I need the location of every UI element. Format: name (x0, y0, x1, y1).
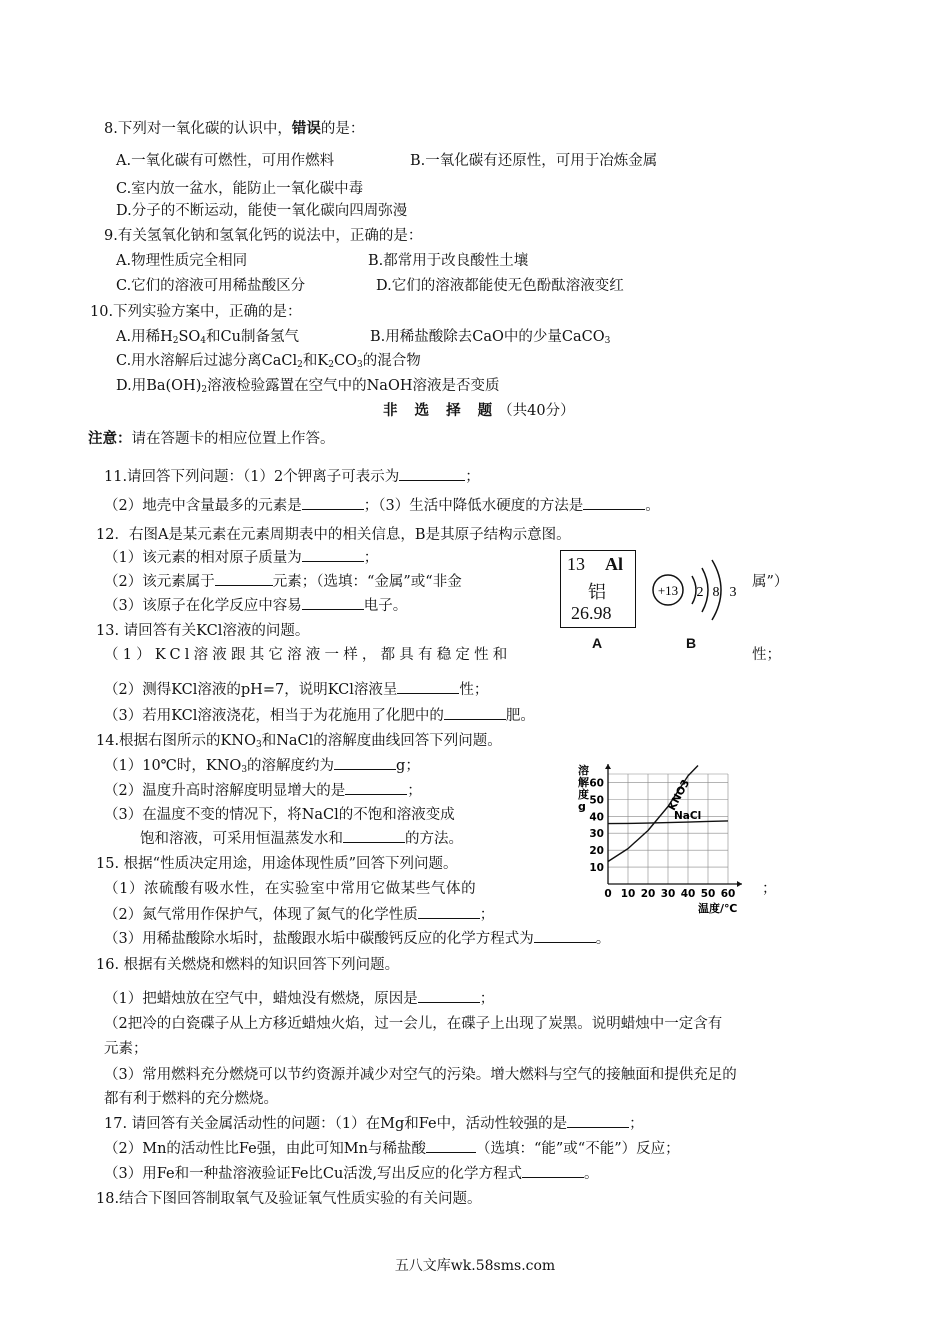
q8-emphasis: 错误 (291, 120, 321, 137)
answer-blank (522, 1165, 584, 1178)
atomic-mass: 26.98 (571, 603, 612, 623)
q10-option-a: A.用稀$H_2SO_4$和Cu制备氢气 (116, 329, 299, 346)
q14-stem: 14.根据右图所示的$KNO_3$和NaCl的溶解度曲线回答下列问题。 (96, 733, 502, 750)
answer-blank (302, 549, 364, 562)
answer-blank (302, 597, 364, 610)
q12-stem: 12．右图A是某元素在元素周期表中的相关信息，B是其原子结构示意图。 (96, 527, 571, 543)
answer-blank (418, 906, 480, 919)
q16-line-2: （2把冷的白瓷碟子从上方移近蜡烛火焰，过一会儿，在碟子上出现了炭黑。说明蜡烛中一定含有 (104, 1016, 723, 1032)
answer-blank (444, 707, 506, 720)
answer-blank (302, 497, 364, 510)
q9-option-c: C.它们的溶液可用稀盐酸区分 (116, 278, 306, 294)
electrons-shell-3: 3 (729, 585, 737, 600)
y-axis-label-char: g (578, 800, 586, 813)
q13-line-2: （2）测得KCl溶液的pH=7，说明KCl溶液呈 性； (104, 682, 489, 698)
y-tick-label: 30 (589, 828, 604, 841)
footer-watermark: 五八文库wk.58sms.com (394, 1258, 556, 1274)
x-tick-label: 40 (680, 888, 696, 900)
x-tick-label: 50 (700, 888, 716, 900)
q16-line-1: （1）把蜡烛放在空气中，蜡烛没有燃烧，原因是 ； (104, 991, 495, 1007)
q14-line-1: （1）10℃时，$KNO_3$的溶解度约为 g； (104, 758, 420, 775)
q10-option-b: B.用稀盐酸除去CaO中的少量CaCO$_3$ (370, 329, 611, 346)
q16-stem: 16. 根据有关燃烧和燃料的知识回答下列问题。 (96, 957, 400, 973)
series-label-nacl: NaCl (674, 809, 702, 822)
q17-line-1: 17. 请回答有关金属活动性的问题：（1）在Mg和Fe中，活动性较强的是 ； (104, 1116, 644, 1132)
q9-option-d: D.它们的溶液都能使无色酚酞溶液变红 (376, 278, 624, 294)
q14-line-4: 饱和溶液，可采用恒温蒸发水和 的方法。 (140, 831, 463, 847)
atomic-number: 13 (567, 554, 585, 574)
answer-blank (583, 497, 645, 510)
q17-line-2: （2）Mn的活动性比Fe强，由此可知Mn与稀盐酸 （选填：“能”或“不能”）反应； (104, 1141, 680, 1157)
q10-stem: 10.下列实验方案中，正确的是： (90, 304, 302, 320)
answer-blank (334, 757, 396, 770)
q13-line-3: （3）若用KCl溶液浇花，相当于为花施用了化肥中的 肥。 (104, 708, 535, 724)
chart-grid (608, 774, 728, 884)
q16-line-2b: 元素； (104, 1041, 148, 1057)
series-label-kno3: KNO3 (666, 777, 693, 813)
element-name: 铝 (588, 582, 606, 602)
answer-blank (215, 573, 273, 586)
x-tick-label: 20 (640, 888, 656, 900)
label-b: B (686, 635, 697, 651)
q8-option-c: C.室内放一盆水，能防止一氧化碳中毒 (116, 181, 364, 197)
x-axis-label: 温度/℃ (698, 902, 738, 915)
shell-1 (692, 576, 696, 604)
q16-line-3b: 都有利于燃料的充分燃烧。 (104, 1091, 278, 1107)
answer-blank (399, 468, 465, 481)
section-title: 非 选 择 题（共40分） (383, 402, 575, 419)
q8-option-b: B.一氧化碳有还原性，可用于冶炼金属 (410, 153, 658, 169)
electrons-shell-1: 2 (696, 585, 704, 600)
q16-line-3: （3）常用燃料充分燃烧可以节约资源并减少对空气的污染。增大燃料与空气的接触面和提供充足的 (104, 1067, 737, 1083)
q11-line-1: 11.请回答下列问题：（1）2个钾离子可表示为 ； (104, 469, 480, 485)
label-a: A (592, 635, 603, 651)
q8-option-a: A.一氧化碳有可燃性，可用作燃料 (116, 153, 335, 169)
q13-line-1-end: 性； (752, 647, 781, 663)
nucleus-charge: +13 (657, 583, 679, 598)
answer-blank (426, 1140, 476, 1153)
q12-line-1: （1）该元素的相对原子质量为 ； (104, 550, 379, 566)
y-axis-label-char: 溶 (578, 764, 589, 777)
x-tick-label: 60 (720, 888, 736, 900)
q14-line-2: （2）温度升高时溶解度明显增大的是 ； (104, 783, 422, 799)
q10-option-d: D.用$Ba(OH)_2$溶液检验露置在空气中的NaOH溶液是否变质 (116, 378, 500, 395)
q12-line-3: （3）该原子在化学反应中容易 电子。 (104, 598, 408, 614)
q15-line-2: （2）氮气常用作保护气，体现了氮气的化学性质 ； (104, 907, 495, 923)
answer-blank (343, 830, 405, 843)
x-tick-label: 30 (660, 888, 676, 900)
q12-line-2: （2）该元素属于 元素；（选填：“金属”或“非金 (104, 574, 462, 590)
answer-blank (534, 930, 596, 943)
answer-blank (397, 681, 459, 694)
section-note: 注意：请在答题卡的相应位置上作答。 (88, 430, 335, 447)
q15-line-1-end: ； (762, 881, 777, 897)
y-tick-label: 10 (589, 862, 604, 875)
q9-option-b: B.都常用于改良酸性土壤 (368, 253, 529, 269)
q8-stem: 8.下列对一氧化碳的认识中，错误的是： (104, 120, 365, 137)
q14-line-3: （3）在温度不变的情况下，将NaCl的不饱和溶液变成 (104, 807, 455, 823)
q12-line-2-end: 属”） (752, 574, 789, 590)
y-tick-label: 60 (589, 777, 604, 790)
element-symbol: Al (605, 554, 623, 574)
element-card (560, 550, 636, 628)
q15-stem: 15. 根据“性质决定用途，用途体现性质”回答下列问题。 (96, 856, 458, 872)
chart-tick-labels (589, 777, 735, 900)
y-axis-label-char: 解 (578, 776, 589, 789)
solubility-chart (566, 752, 766, 922)
q8-option-d: D.分子的不断运动，能使一氧化碳向四周弥漫 (116, 203, 408, 219)
q18-stem: 18.结合下图回答制取氧气及验证氧气性质实验的有关问题。 (96, 1191, 482, 1207)
y-axis-label (578, 763, 590, 813)
y-tick-label: 20 (589, 845, 604, 858)
y-axis-arrow (605, 764, 611, 769)
electrons-shell-2: 8 (712, 585, 720, 600)
q17-line-3: （3）用Fe和一种盐溶液验证Fe比Cu活泼,写出反应的化学方程式 。 (104, 1166, 599, 1182)
answer-blank (345, 782, 407, 795)
q15-line-1: （1）浓硫酸有吸水性，在实验室中常用它做某些气体的 (104, 881, 477, 897)
y-tick-label: 40 (589, 811, 604, 824)
x-axis-arrow (737, 881, 742, 887)
q13-stem: 13. 请回答有关KCl溶液的问题。 (96, 623, 310, 639)
q15-line-3: （3）用稀盐酸除水垢时，盐酸跟水垢中碳酸钙反应的化学方程式为 。 (104, 931, 611, 947)
x-tick-label: 10 (620, 888, 636, 900)
q13-line-1: （1）KCl溶液跟其它溶液一样，都具有稳定性和 (104, 647, 512, 663)
answer-blank (418, 990, 480, 1003)
q10-option-c: C.用水溶解后过滤分离CaCl$_2$和$K_2CO_3$的混合物 (116, 353, 421, 370)
y-axis-label-char: 度 (578, 788, 589, 801)
q9-stem: 9.有关氢氧化钠和氢氧化钙的说法中，正确的是： (104, 228, 423, 244)
atom-structure-diagram (640, 550, 750, 630)
y-tick-label: 50 (589, 794, 604, 807)
answer-blank (567, 1115, 629, 1128)
x-tick-label: 0 (604, 888, 612, 900)
q9-option-a: A.物理性质完全相同 (116, 253, 248, 269)
q11-line-2: （2）地壳中含量最多的元素是 ；（3）生活中降低水硬度的方法是 。 (104, 498, 660, 514)
